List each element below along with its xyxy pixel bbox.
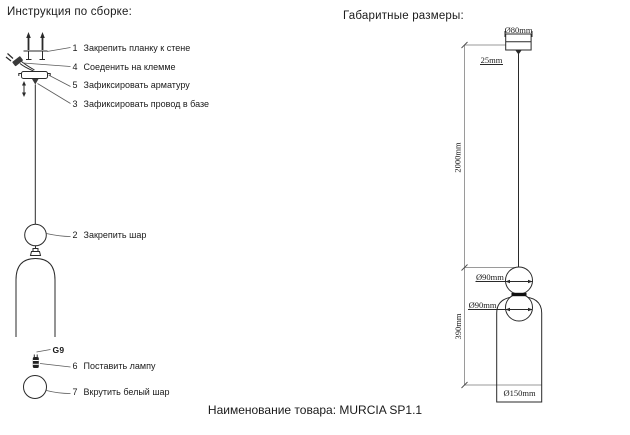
ball-joint bbox=[31, 246, 41, 256]
callout-text: Вкрутить белый шар bbox=[83, 386, 170, 397]
callout-text: Закрепить шар bbox=[83, 229, 147, 240]
callout-step-2 bbox=[73, 231, 147, 241]
white-ball bbox=[24, 376, 47, 399]
lower-ball-side-view bbox=[506, 294, 533, 321]
upper-ball bbox=[25, 224, 47, 246]
assembly-drawing bbox=[6, 32, 71, 399]
callout-text: Зафиксировать провод в базе bbox=[83, 99, 210, 109]
callout-step-4 bbox=[73, 63, 176, 73]
suspension-length-label: 2000mm bbox=[452, 141, 463, 173]
callout-text: Зафиксировать арматуру bbox=[83, 79, 190, 90]
shade-diameter-label: Ø150mm bbox=[503, 387, 536, 398]
lamp-body-height-label: 390mm bbox=[453, 313, 463, 340]
dimension-drawing bbox=[462, 31, 542, 402]
callout-leader-lines bbox=[23, 48, 71, 394]
wall-bracket-icon bbox=[24, 51, 48, 60]
dimension-lines bbox=[465, 45, 542, 385]
callout-text: Соеденить на клемме bbox=[83, 61, 176, 72]
callout-text: Закрепить планку к стене bbox=[83, 42, 191, 53]
callout-number: 6 bbox=[72, 360, 78, 371]
dimensions-section-title: Габаритные размеры: bbox=[343, 10, 464, 22]
callout-number: 3 bbox=[72, 99, 78, 109]
height-adjust-arrow-icon bbox=[22, 81, 26, 97]
canopy-height-label: 25mm bbox=[480, 54, 503, 65]
callout-number: 2 bbox=[72, 229, 78, 240]
callout-text: Поставить лампу bbox=[83, 360, 156, 371]
lamp-shade bbox=[16, 259, 55, 338]
mounting-screws-icon bbox=[26, 32, 45, 50]
callout-number: 4 bbox=[72, 61, 78, 72]
callout-step-1 bbox=[73, 44, 191, 54]
terminal-clamp-icon bbox=[6, 54, 35, 72]
callout-step-5 bbox=[73, 81, 190, 91]
callout-number: 5 bbox=[72, 79, 78, 90]
callout-step-7 bbox=[73, 388, 170, 398]
callout-number: 1 bbox=[72, 42, 78, 53]
ball-connector bbox=[512, 293, 527, 296]
g9-bulb-icon bbox=[33, 355, 39, 369]
upper-ball-diameter-label: Ø90mm bbox=[476, 271, 504, 282]
callout-step-6 bbox=[73, 362, 156, 372]
product-name: Наименование товара: MURCIA SP1.1 bbox=[207, 403, 423, 417]
assembly-section-title: Инструкция по сборке: bbox=[7, 6, 133, 18]
lower-ball-diameter-label: Ø90mm bbox=[468, 299, 497, 310]
socket-type-label: G9 bbox=[52, 344, 65, 355]
callout-number: 7 bbox=[72, 386, 78, 397]
canopy-diameter-label: Ø80mm bbox=[504, 24, 533, 35]
callout-step-3 bbox=[73, 100, 210, 110]
